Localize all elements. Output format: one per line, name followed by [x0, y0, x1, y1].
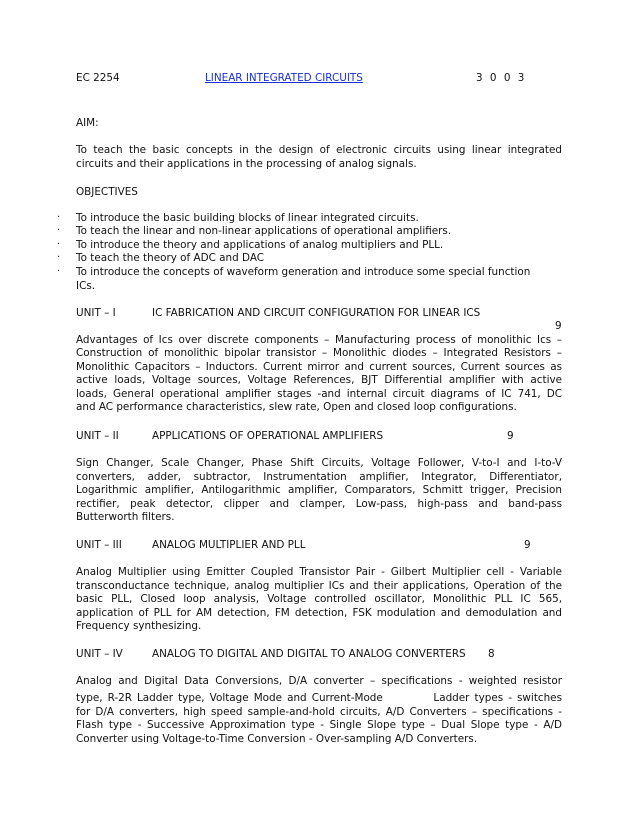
unit-text-line: Flash type - Successive Approximation type - Single Slope type – Dual Slope type - A/D [76, 719, 562, 731]
aim-line: To teach the basic concepts in the design of electronic circuits using linear integrated [76, 144, 562, 156]
unit-title: APPLICATIONS OF OPERATIONAL AMPLIFIERS [152, 430, 384, 442]
unit-hours: 9 [555, 320, 562, 332]
objective-item: To introduce the concepts of waveform generation and introduce some special function [76, 266, 531, 278]
unit-text-line: rectifier, peak detector, clipper and clamper, Low-pass, high-pass and band-pass [76, 498, 562, 510]
unit-text-line: Advantages of Ics over discrete components – Manufacturing process of monolithic Ics – [76, 334, 562, 346]
unit-text-line: Monolithic Capacitors – Inductors. Current mirror and current sources, Current sources as [76, 361, 562, 373]
unit-hours: 9 [507, 430, 514, 442]
unit-text-line: for D/A converters, high speed sample-and-hold circuits, A/D Converters – specifications - [76, 706, 562, 718]
bullet-icon: · [57, 239, 61, 250]
unit-text-line: and AC performance characteristics, slew rate, Open and closed loop configurations. [76, 401, 517, 413]
unit-text-line: Analog and Digital Data Conversions, D/A converter – specifications - weighted resistor [76, 675, 562, 687]
unit-title: ANALOG TO DIGITAL AND DIGITAL TO ANALOG CONVERTERS [152, 648, 466, 660]
unit-text-line: active loads, Voltage sources, Voltage References, BJT Differential amplifier with active [76, 374, 562, 386]
objectives-label: OBJECTIVES [76, 186, 138, 198]
unit-text-line: Construction of monolithic bipolar transistor – Monolithic diodes – Integrated Resistors – [76, 347, 562, 359]
course-title-link[interactable]: LINEAR INTEGRATED CIRCUITS [205, 72, 363, 84]
unit-text-line: Converter using Voltage-to-Time Conversion - Over-sampling A/D Converters. [76, 733, 478, 745]
unit-text-line: loads, General operational amplifier stages -and internal circuit diagrams of IC 741, DC [76, 388, 562, 400]
unit-hours: 8 [488, 648, 495, 660]
aim-label: AIM: [76, 117, 99, 129]
unit-text-line: basic PLL, Closed loop analysis, Voltage controlled oscillator, Monolithic PLL IC 565, [76, 593, 562, 605]
unit-text-line: converters, adder, subtractor, Instrumentation amplifier, Integrator, Differentiator, [76, 471, 562, 483]
objective-continuation: ICs. [76, 280, 96, 292]
course-code: EC 2254 [76, 72, 120, 84]
unit-title: ANALOG MULTIPLIER AND PLL [152, 539, 306, 551]
unit-text-line: Analog Multiplier using Emitter Coupled Transistor Pair - Gilbert Multiplier cell - Variable [76, 566, 562, 578]
unit-text-line: type, R-2R Ladder type, Voltage Mode and Current-Mode Ladder types - switches [76, 692, 562, 704]
unit-text-line: application of PLL for AM detection, FM detection, FSK modulation and demodulation and [76, 607, 562, 619]
unit-text-line: transconductance technique, analog multiplier ICs and their applications, Operation of the [76, 580, 562, 592]
unit-text-line: Butterworth filters. [76, 511, 175, 523]
unit-hours: 9 [524, 539, 531, 551]
unit-text-line: Logarithmic amplifier, Antilogarithmic amplifier, Comparators, Schmitt trigger, Precision [76, 484, 562, 496]
bullet-icon: · [57, 252, 61, 263]
aim-line: circuits and their applications in the processing of analog signals. [76, 158, 417, 170]
objective-item: To introduce the theory and applications of analog multipliers and PLL. [76, 239, 444, 251]
bullet-icon: · [57, 266, 61, 277]
objective-item: To teach the linear and non-linear applications of operational amplifiers. [76, 225, 452, 237]
objective-item: To introduce the basic building blocks of linear integrated circuits. [76, 212, 419, 224]
unit-number: UNIT – II [76, 430, 119, 442]
objective-item: To teach the theory of ADC and DAC [76, 252, 264, 264]
bullet-icon: · [57, 225, 61, 236]
unit-text-line: Sign Changer, Scale Changer, Phase Shift Circuits, Voltage Follower, V-to-I and I-to-V [76, 457, 562, 469]
unit-title: IC FABRICATION AND CIRCUIT CONFIGURATION FOR LINEAR ICS [152, 307, 481, 319]
unit-number: UNIT – I [76, 307, 116, 319]
bullet-icon: · [57, 212, 61, 223]
unit-text-line: Frequency synthesizing. [76, 620, 202, 632]
unit-number: UNIT – IV [76, 648, 123, 660]
unit-number: UNIT – III [76, 539, 122, 551]
course-credits: 3 0 0 3 [476, 72, 527, 84]
